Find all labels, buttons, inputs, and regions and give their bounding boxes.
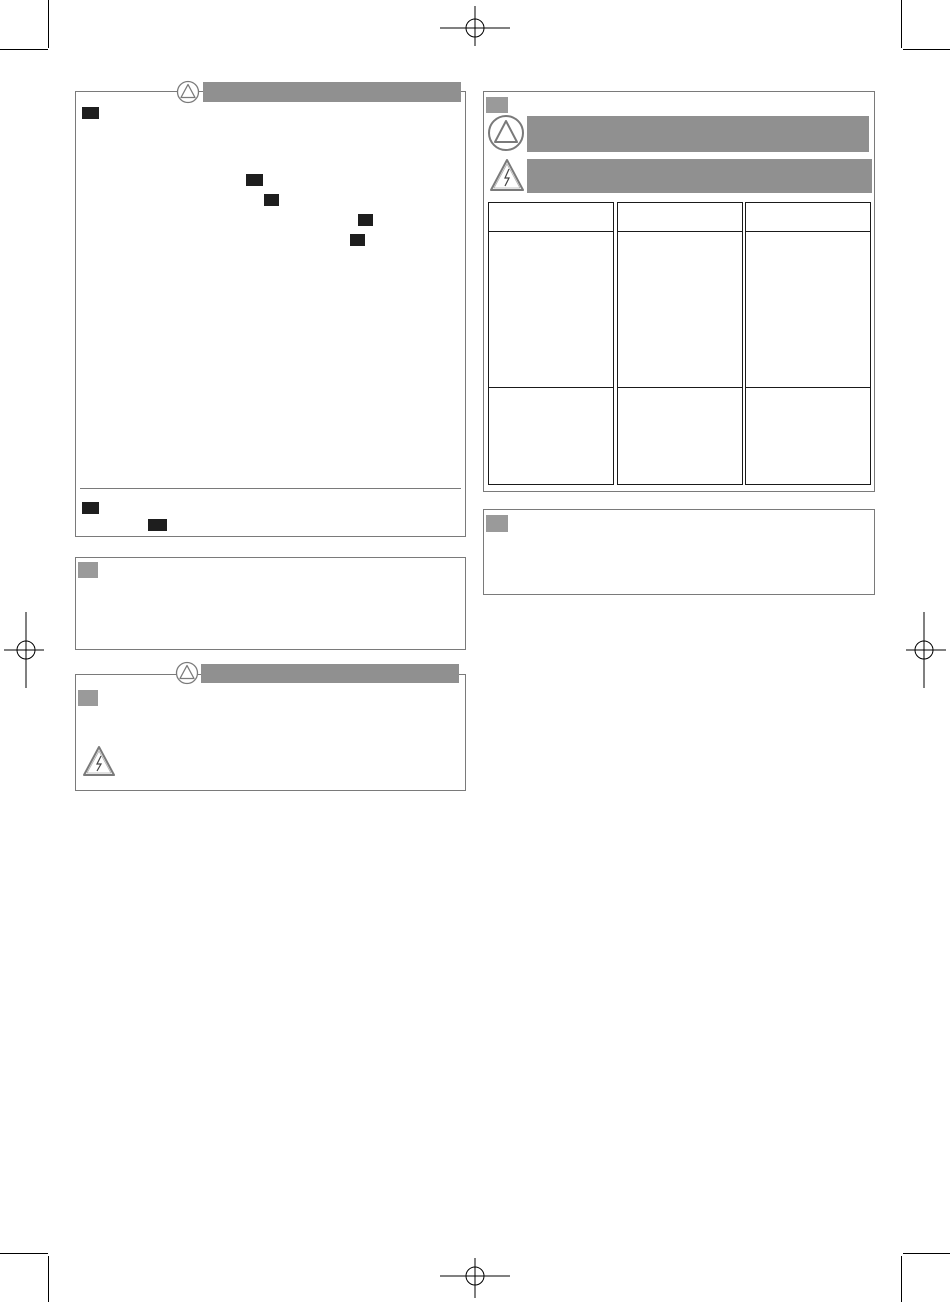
inline-marker-dark — [148, 519, 167, 531]
crop-mark-top-left-v — [48, 0, 49, 48]
language-marker-gray — [78, 562, 98, 578]
table-cell — [745, 387, 871, 485]
table-header-cell — [745, 202, 871, 232]
registration-crosshair-icon — [4, 612, 44, 688]
electrical-hazard-warning-icon — [489, 158, 525, 192]
registration-crosshair-icon — [440, 1258, 510, 1298]
table-header-cell — [488, 202, 614, 232]
language-marker-dark — [82, 107, 99, 119]
language-marker-gray — [486, 97, 508, 113]
left-section-2 — [75, 557, 466, 650]
crop-mark-bottom-right-h — [903, 1253, 950, 1254]
section-header-bar — [203, 82, 461, 102]
language-marker-gray — [78, 690, 98, 706]
registration-crosshair-icon — [440, 6, 510, 46]
language-marker-gray — [486, 515, 508, 532]
table-cell — [617, 387, 743, 485]
crop-mark-top-right-h — [903, 49, 950, 50]
left-section-3 — [75, 674, 466, 791]
table-header-cell — [617, 202, 743, 232]
section-divider — [80, 488, 461, 489]
inline-marker-dark — [350, 234, 365, 246]
inline-marker-dark — [358, 214, 373, 226]
inline-marker-dark — [264, 194, 279, 206]
crop-mark-bottom-left-v — [48, 1256, 49, 1302]
table-cell — [617, 231, 743, 388]
table-cell — [488, 231, 614, 388]
section-header-bar — [201, 664, 459, 683]
table-cell — [745, 231, 871, 388]
caution-triangle-circle-icon — [175, 661, 199, 685]
language-marker-dark — [82, 502, 99, 514]
crop-mark-top-left-h — [0, 49, 48, 50]
caution-bar — [527, 116, 869, 152]
crop-mark-bottom-left-h — [0, 1253, 48, 1254]
registration-crosshair-icon — [906, 612, 946, 688]
electrical-bar — [527, 159, 872, 193]
right-section-4 — [483, 91, 875, 492]
caution-triangle-circle-icon — [487, 114, 525, 152]
crop-mark-bottom-right-v — [901, 1256, 902, 1302]
crop-mark-top-right-v — [901, 0, 902, 48]
caution-triangle-circle-icon — [176, 80, 200, 104]
electrical-hazard-warning-icon — [82, 745, 116, 777]
inline-marker-dark — [246, 174, 263, 186]
table-cell — [488, 387, 614, 485]
right-section-5 — [483, 509, 875, 595]
left-section-1 — [75, 91, 466, 537]
